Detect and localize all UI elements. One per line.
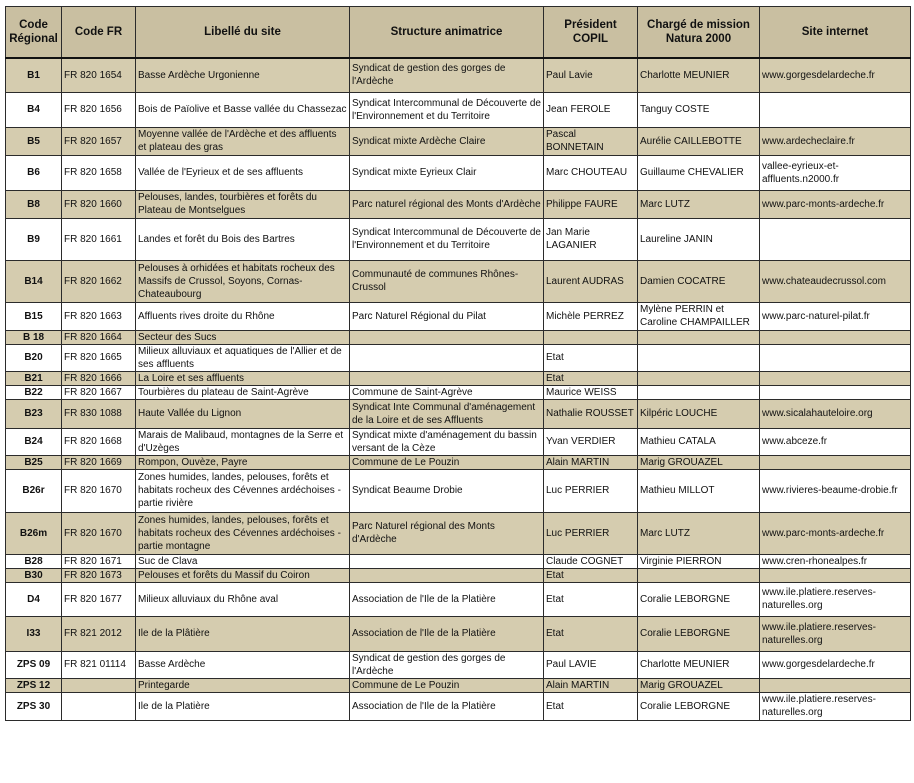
cell-code-regional: B 18 xyxy=(6,330,62,344)
cell-charge-mission: Virginie PIERRON xyxy=(638,554,760,568)
table-row xyxy=(6,344,911,371)
cell-charge-mission: Coralie LEBORGNE xyxy=(638,692,760,720)
cell-code-fr: FR 820 1657 xyxy=(62,127,136,155)
cell-charge-mission xyxy=(638,344,760,371)
cell-structure xyxy=(350,344,544,371)
cell-code-regional: D4 xyxy=(6,582,62,616)
cell-site-internet xyxy=(760,455,911,469)
cell-libelle: Landes et forêt du Bois des Bartres xyxy=(136,218,350,260)
cell-charge-mission: Aurélie CAILLEBOTTE xyxy=(638,127,760,155)
cell-libelle: Bois de Païolive et Basse vallée du Chassezac xyxy=(136,92,350,127)
cell-charge-mission: Mathieu CATALA xyxy=(638,428,760,455)
cell-site-internet: www.ile.platiere.reserves-naturelles.org xyxy=(760,692,911,720)
cell-president: Pascal BONNETAIN xyxy=(544,127,638,155)
cell-libelle: Pelouses, landes, tourbières et forêts du Plateau de Montselgues xyxy=(136,190,350,218)
table-row xyxy=(6,330,911,344)
cell-code-fr: FR 820 1677 xyxy=(62,582,136,616)
cell-site-internet: www.cren-rhonealpes.fr xyxy=(760,554,911,568)
cell-site-internet: www.ardecheclaire.fr xyxy=(760,127,911,155)
cell-structure: Syndicat Intercommunal de Découverte de l'Environnement et du Territoire xyxy=(350,92,544,127)
header-site-internet: Site internet xyxy=(760,7,911,59)
cell-president: Etat xyxy=(544,582,638,616)
cell-site-internet: vallee-eyrieux-et-affluents.n2000.fr xyxy=(760,155,911,190)
cell-charge-mission: Tanguy COSTE xyxy=(638,92,760,127)
cell-structure xyxy=(350,371,544,385)
cell-structure: Parc Naturel régional des Monts d'Ardèche xyxy=(350,512,544,554)
cell-structure xyxy=(350,554,544,568)
table-row xyxy=(6,469,911,512)
cell-structure: Communauté de communes Rhônes-Crussol xyxy=(350,260,544,302)
cell-president: Marc CHOUTEAU xyxy=(544,155,638,190)
cell-structure: Syndicat Beaume Drobie xyxy=(350,469,544,512)
cell-libelle: Haute Vallée du Lignon xyxy=(136,399,350,428)
cell-president: Alain MARTIN xyxy=(544,455,638,469)
cell-structure: Commune de Le Pouzin xyxy=(350,678,544,692)
header-row xyxy=(6,7,911,59)
cell-code-regional: B6 xyxy=(6,155,62,190)
cell-code-regional: ZPS 09 xyxy=(6,651,62,678)
table-row xyxy=(6,155,911,190)
cell-code-fr: FR 820 1656 xyxy=(62,92,136,127)
cell-code-regional: B25 xyxy=(6,455,62,469)
header-president: Président COPIL xyxy=(544,7,638,59)
cell-code-fr: FR 820 1673 xyxy=(62,568,136,582)
cell-code-fr: FR 820 1668 xyxy=(62,428,136,455)
cell-libelle: La Loire et ses affluents xyxy=(136,371,350,385)
cell-president: Paul LAVIE xyxy=(544,651,638,678)
table-row xyxy=(6,678,911,692)
cell-charge-mission xyxy=(638,371,760,385)
table-row xyxy=(6,92,911,127)
cell-charge-mission: Laureline JANIN xyxy=(638,218,760,260)
cell-president: Luc PERRIER xyxy=(544,512,638,554)
cell-libelle: Printegarde xyxy=(136,678,350,692)
cell-charge-mission: Guillaume CHEVALIER xyxy=(638,155,760,190)
table-row xyxy=(6,651,911,678)
table-row xyxy=(6,512,911,554)
cell-president: Etat xyxy=(544,692,638,720)
cell-structure: Syndicat de gestion des gorges de l'Ardèche xyxy=(350,58,544,92)
cell-libelle: Basse Ardèche xyxy=(136,651,350,678)
table-row xyxy=(6,190,911,218)
cell-structure: Association de l'Ile de la Platière xyxy=(350,616,544,651)
cell-code-fr: FR 820 1662 xyxy=(62,260,136,302)
cell-code-fr: FR 820 1665 xyxy=(62,344,136,371)
cell-structure: Commune de Le Pouzin xyxy=(350,455,544,469)
cell-libelle: Secteur des Sucs xyxy=(136,330,350,344)
table-row xyxy=(6,554,911,568)
cell-code-regional: I33 xyxy=(6,616,62,651)
cell-site-internet: www.parc-naturel-pilat.fr xyxy=(760,302,911,330)
cell-charge-mission: Charlotte MEUNIER xyxy=(638,58,760,92)
header-charge-mission: Chargé de mission Natura 2000 xyxy=(638,7,760,59)
cell-code-regional: B4 xyxy=(6,92,62,127)
cell-libelle: Vallée de l'Eyrieux et de ses affluents xyxy=(136,155,350,190)
table-row xyxy=(6,385,911,399)
table-row xyxy=(6,568,911,582)
table-row xyxy=(6,127,911,155)
cell-structure: Syndicat Inte Communal d'aménagement de la Loire et de ses Affluents xyxy=(350,399,544,428)
cell-charge-mission: Marig GROUAZEL xyxy=(638,455,760,469)
cell-charge-mission xyxy=(638,568,760,582)
cell-code-regional: B9 xyxy=(6,218,62,260)
table-row xyxy=(6,302,911,330)
cell-site-internet: www.sicalahauteloire.org xyxy=(760,399,911,428)
cell-libelle: Pelouses et forêts du Massif du Coiron xyxy=(136,568,350,582)
table-row xyxy=(6,260,911,302)
cell-site-internet xyxy=(760,678,911,692)
cell-structure: Syndicat mixte d'aménagement du bassin versant de la Cèze xyxy=(350,428,544,455)
table-row xyxy=(6,371,911,385)
cell-code-regional: B28 xyxy=(6,554,62,568)
cell-code-fr: FR 820 1663 xyxy=(62,302,136,330)
cell-code-regional: B20 xyxy=(6,344,62,371)
cell-charge-mission: Mathieu MILLOT xyxy=(638,469,760,512)
cell-site-internet xyxy=(760,330,911,344)
cell-code-regional: B15 xyxy=(6,302,62,330)
cell-code-regional: B5 xyxy=(6,127,62,155)
cell-president: Jan Marie LAGANIER xyxy=(544,218,638,260)
cell-code-regional: B22 xyxy=(6,385,62,399)
cell-structure: Syndicat de gestion des gorges de l'Ardèche xyxy=(350,651,544,678)
table-row xyxy=(6,692,911,720)
cell-code-fr: FR 830 1088 xyxy=(62,399,136,428)
cell-libelle: Affluents rives droite du Rhône xyxy=(136,302,350,330)
cell-structure: Parc naturel régional des Monts d'Ardèche xyxy=(350,190,544,218)
cell-charge-mission: Mylène PERRIN et Caroline CHAMPAILLER xyxy=(638,302,760,330)
cell-code-fr: FR 820 1670 xyxy=(62,512,136,554)
cell-libelle: Tourbières du plateau de Saint-Agrève xyxy=(136,385,350,399)
cell-charge-mission: Charlotte MEUNIER xyxy=(638,651,760,678)
cell-code-regional: B14 xyxy=(6,260,62,302)
cell-code-regional: B23 xyxy=(6,399,62,428)
cell-code-regional: ZPS 12 xyxy=(6,678,62,692)
table-row xyxy=(6,58,911,92)
cell-code-regional: B26m xyxy=(6,512,62,554)
cell-code-fr: FR 820 1661 xyxy=(62,218,136,260)
header-code-regional: Code Régional xyxy=(6,7,62,59)
cell-structure: Association de l'Ile de la Platière xyxy=(350,692,544,720)
cell-structure: Commune de Saint-Agrève xyxy=(350,385,544,399)
cell-president: Jean FEROLE xyxy=(544,92,638,127)
cell-president: Yvan VERDIER xyxy=(544,428,638,455)
cell-libelle: Zones humides, landes, pelouses, forêts et habitats rocheux des Cévennes ardéchoises - partie rivière xyxy=(136,469,350,512)
cell-code-fr: FR 821 2012 xyxy=(62,616,136,651)
cell-libelle: Ile de la Platière xyxy=(136,692,350,720)
cell-site-internet xyxy=(760,92,911,127)
cell-libelle: Marais de Malibaud, montagnes de la Serre et d'Uzèges xyxy=(136,428,350,455)
cell-code-fr xyxy=(62,692,136,720)
cell-code-regional: ZPS 30 xyxy=(6,692,62,720)
cell-libelle: Basse Ardèche Urgonienne xyxy=(136,58,350,92)
cell-site-internet xyxy=(760,344,911,371)
cell-code-fr: FR 820 1654 xyxy=(62,58,136,92)
cell-code-regional: B30 xyxy=(6,568,62,582)
cell-structure xyxy=(350,568,544,582)
table-row xyxy=(6,616,911,651)
cell-president xyxy=(544,330,638,344)
cell-code-fr: FR 821 01114 xyxy=(62,651,136,678)
cell-site-internet: www.ile.platiere.reserves-naturelles.org xyxy=(760,616,911,651)
table-row xyxy=(6,582,911,616)
cell-site-internet xyxy=(760,385,911,399)
cell-code-fr: FR 820 1667 xyxy=(62,385,136,399)
cell-libelle: Ile de la Plâtière xyxy=(136,616,350,651)
cell-code-regional: B26r xyxy=(6,469,62,512)
cell-structure: Syndicat Intercommunal de Découverte de l'Environnement et du Territoire xyxy=(350,218,544,260)
cell-president: Etat xyxy=(544,344,638,371)
cell-site-internet: www.rivieres-beaume-drobie.fr xyxy=(760,469,911,512)
cell-site-internet: www.parc-monts-ardeche.fr xyxy=(760,512,911,554)
cell-site-internet: www.parc-monts-ardeche.fr xyxy=(760,190,911,218)
cell-president: Michèle PERREZ xyxy=(544,302,638,330)
cell-code-fr: FR 820 1670 xyxy=(62,469,136,512)
cell-president: Paul Lavie xyxy=(544,58,638,92)
cell-structure: Association de l'Ile de la Platière xyxy=(350,582,544,616)
cell-libelle: Milieux alluviaux et aquatiques de l'Allier et de ses affluents xyxy=(136,344,350,371)
cell-site-internet: www.chateaudecrussol.com xyxy=(760,260,911,302)
cell-charge-mission: Coralie LEBORGNE xyxy=(638,616,760,651)
cell-site-internet xyxy=(760,568,911,582)
cell-code-regional: B1 xyxy=(6,58,62,92)
cell-code-regional: B21 xyxy=(6,371,62,385)
cell-code-fr: FR 820 1660 xyxy=(62,190,136,218)
cell-site-internet xyxy=(760,371,911,385)
cell-charge-mission xyxy=(638,330,760,344)
cell-libelle: Rompon, Ouvèze, Payre xyxy=(136,455,350,469)
cell-libelle: Zones humides, landes, pelouses, forêts et habitats rocheux des Cévennes ardéchoises - partie montagne xyxy=(136,512,350,554)
cell-libelle: Milieux alluviaux du Rhône aval xyxy=(136,582,350,616)
cell-charge-mission: Kilpéric LOUCHE xyxy=(638,399,760,428)
cell-president: Etat xyxy=(544,371,638,385)
cell-president: Laurent AUDRAS xyxy=(544,260,638,302)
cell-site-internet: www.abceze.fr xyxy=(760,428,911,455)
table-row xyxy=(6,218,911,260)
cell-site-internet xyxy=(760,218,911,260)
cell-code-regional: B24 xyxy=(6,428,62,455)
natura2000-table xyxy=(5,6,911,721)
cell-president: Claude COGNET xyxy=(544,554,638,568)
cell-site-internet: www.gorgesdelardeche.fr xyxy=(760,58,911,92)
cell-charge-mission: Marc LUTZ xyxy=(638,512,760,554)
cell-charge-mission: Marig GROUAZEL xyxy=(638,678,760,692)
table-row xyxy=(6,428,911,455)
header-structure: Structure animatrice xyxy=(350,7,544,59)
cell-libelle: Pelouses à orhidées et habitats rocheux des Massifs de Crussol, Soyons, Cornas-Chateaubourg xyxy=(136,260,350,302)
cell-president: Etat xyxy=(544,616,638,651)
cell-libelle: Suc de Clava xyxy=(136,554,350,568)
cell-code-fr: FR 820 1671 xyxy=(62,554,136,568)
cell-charge-mission xyxy=(638,385,760,399)
cell-structure: Parc Naturel Régional du Pilat xyxy=(350,302,544,330)
cell-president: Alain MARTIN xyxy=(544,678,638,692)
cell-structure: Syndicat mixte Ardèche Claire xyxy=(350,127,544,155)
cell-structure: Syndicat mixte Eyrieux Clair xyxy=(350,155,544,190)
cell-president: Luc PERRIER xyxy=(544,469,638,512)
header-libelle: Libellé du site xyxy=(136,7,350,59)
cell-site-internet: www.gorgesdelardeche.fr xyxy=(760,651,911,678)
cell-structure xyxy=(350,330,544,344)
cell-libelle: Moyenne vallée de l'Ardèche et des affluents et plateau des gras xyxy=(136,127,350,155)
cell-site-internet: www.ile.platiere.reserves-naturelles.org xyxy=(760,582,911,616)
table-row xyxy=(6,399,911,428)
cell-charge-mission: Coralie LEBORGNE xyxy=(638,582,760,616)
cell-president: Philippe FAURE xyxy=(544,190,638,218)
cell-president: Etat xyxy=(544,568,638,582)
cell-code-fr: FR 820 1664 xyxy=(62,330,136,344)
cell-president: Nathalie ROUSSET xyxy=(544,399,638,428)
cell-charge-mission: Damien COCATRE xyxy=(638,260,760,302)
cell-code-fr: FR 820 1669 xyxy=(62,455,136,469)
header-code-fr: Code FR xyxy=(62,7,136,59)
cell-code-regional: B8 xyxy=(6,190,62,218)
cell-code-fr: FR 820 1658 xyxy=(62,155,136,190)
cell-charge-mission: Marc LUTZ xyxy=(638,190,760,218)
cell-code-fr: FR 820 1666 xyxy=(62,371,136,385)
table-row xyxy=(6,455,911,469)
cell-president: Maurice WEISS xyxy=(544,385,638,399)
cell-code-fr xyxy=(62,678,136,692)
